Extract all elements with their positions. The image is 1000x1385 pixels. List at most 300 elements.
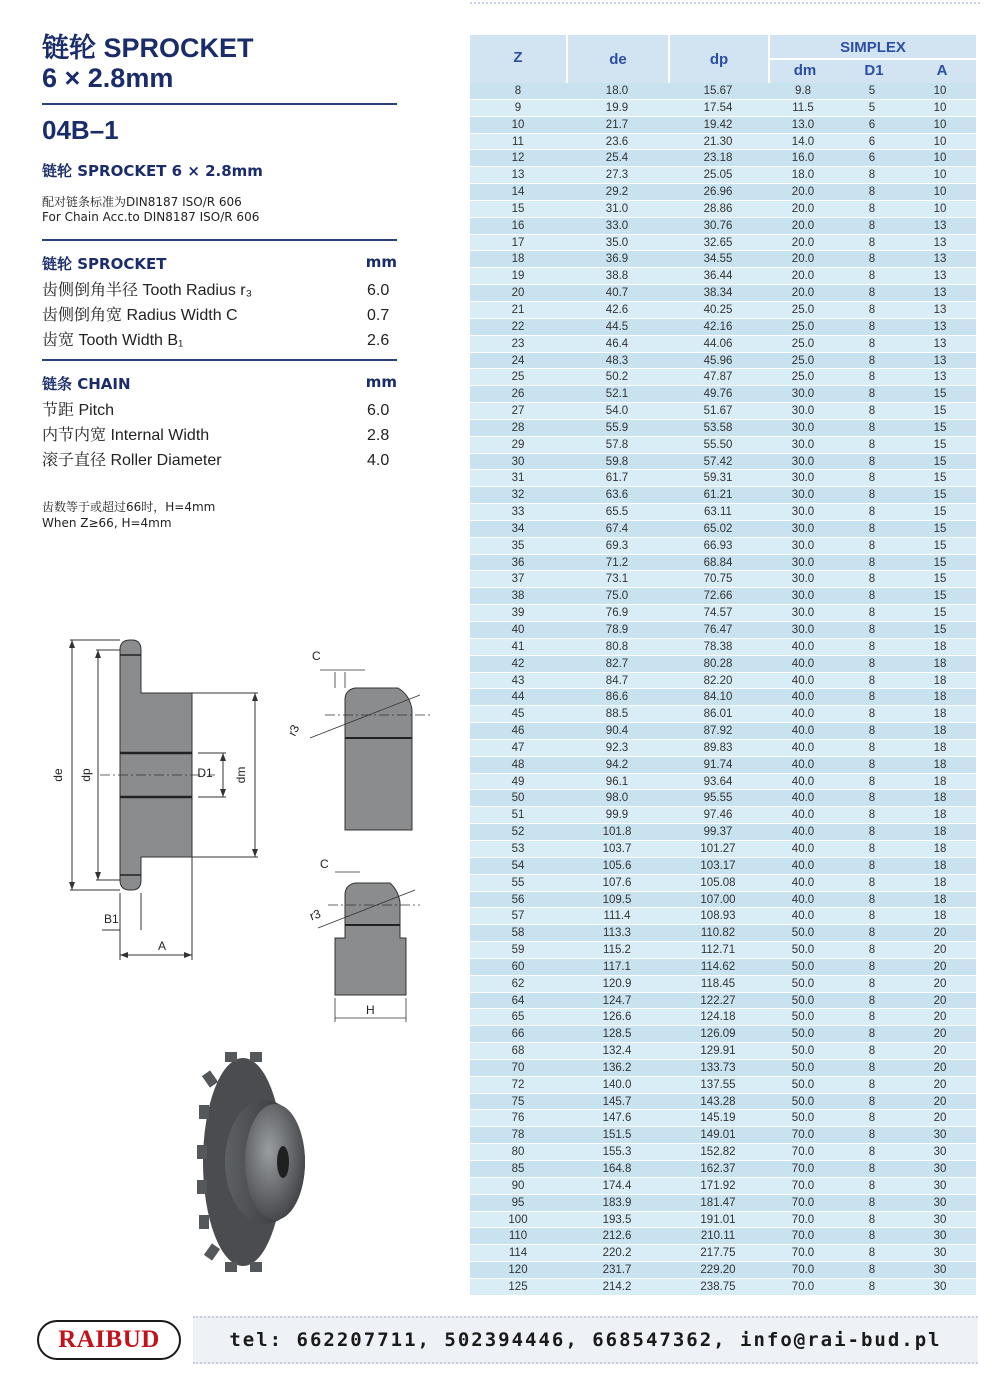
cell-z: 18 [511,253,525,266]
cell-dm: 30.0 [791,573,815,586]
cell-dp: 70.75 [703,573,733,586]
cell-dm: 40.0 [791,674,815,687]
cell-de: 220.2 [602,1247,632,1260]
cell-dm: 50.0 [791,994,815,1007]
cell-d1: 8 [868,1179,876,1192]
cell-de: 67.4 [605,522,629,535]
cell-de: 98.0 [605,792,629,805]
spec-label: 齿侧倒角半径 Tooth Radius r₃ [42,282,253,299]
cell-dm: 13.0 [791,118,815,131]
cell-dm: 70.0 [791,1179,815,1192]
cell-dm: 20.0 [791,219,815,232]
cell-d1: 8 [868,303,876,316]
cell-z: 36 [511,556,525,569]
cell-dp: 126.09 [700,1028,736,1041]
cell-d1: 8 [868,186,876,199]
cell-z: 48 [511,758,525,771]
cell-a: 13 [933,253,947,266]
spec-label: 齿侧倒角宽 Radius Width C [42,307,238,324]
cell-a: 30 [933,1196,947,1209]
table-row [470,353,976,370]
table-row [470,1026,976,1043]
cell-dp: 47.87 [703,371,733,384]
cell-de: 126.6 [602,1011,632,1024]
cell-dm: 30.0 [791,438,815,451]
cell-z: 52 [511,826,525,839]
cell-dp: 118.45 [700,977,736,990]
table-row [470,1228,976,1245]
cell-d1: 8 [868,1028,876,1041]
cell-a: 18 [933,725,947,738]
cell-a: 13 [933,371,947,384]
c-label: C [312,649,321,663]
cell-dp: 66.93 [703,539,733,552]
cell-z: 76 [511,1112,525,1125]
cell-d1: 8 [868,1078,876,1091]
cell-d1: 8 [868,1213,876,1226]
cell-a: 10 [933,85,947,97]
spec-row [42,278,397,303]
table-row [470,100,976,117]
cell-dp: 87.92 [703,725,733,738]
cell-dp: 217.75 [700,1247,736,1260]
cell-a: 20 [933,1112,947,1125]
cell-d1: 6 [868,135,876,148]
cell-de: 90.4 [605,725,629,738]
tooth-count-note [42,499,397,531]
cell-d1: 8 [868,640,876,653]
dimension-table [470,35,976,1295]
table-row [470,1144,976,1161]
cell-dm: 70.0 [791,1129,815,1142]
table-row [470,571,976,588]
cell-dp: 26.96 [703,186,733,199]
cell-z: 24 [511,354,525,367]
table-row [470,1009,976,1026]
cell-dp: 40.25 [703,303,733,316]
cell-a: 10 [933,186,947,199]
cell-dp: 149.01 [700,1129,736,1142]
cell-z: 41 [511,640,525,653]
cell-z: 25 [511,371,525,384]
cell-dm: 40.0 [791,792,815,805]
cell-dp: 95.55 [703,792,733,805]
table-row [470,1279,976,1296]
cell-de: 103.7 [602,842,632,855]
cell-a: 15 [933,590,947,603]
cell-a: 30 [933,1247,947,1260]
note-cn: 齿数等于或超过66时，H=4mm [42,500,216,514]
cell-d1: 8 [868,994,876,1007]
table-row [470,1077,976,1094]
cell-z: 44 [511,691,525,704]
header-z: Z [513,49,523,66]
b1-label: B1 [104,912,119,926]
cell-a: 20 [933,927,947,940]
cell-dp: 28.86 [703,202,733,215]
cell-de: 101.8 [602,826,632,839]
cell-dp: 162.37 [700,1163,736,1175]
cell-z: 60 [511,960,525,973]
cell-de: 128.5 [602,1028,632,1041]
cell-z: 50 [511,792,525,805]
cell-dm: 30.0 [791,522,815,535]
cell-de: 52.1 [605,388,629,401]
table-row [470,942,976,959]
c-label: C [320,857,329,871]
section-unit: mm [365,253,397,271]
table-row [470,858,976,875]
cell-de: 193.5 [602,1213,632,1226]
cell-d1: 8 [868,573,876,586]
cell-d1: 8 [868,1196,876,1209]
cell-z: 114 [508,1247,528,1260]
cell-z: 37 [511,573,525,586]
table-row [470,235,976,252]
cell-dp: 171.92 [700,1179,736,1192]
cell-a: 10 [933,135,947,148]
table-row [470,1262,976,1279]
cell-a: 15 [933,455,947,468]
cell-d1: 5 [868,85,876,97]
cell-de: 57.8 [605,438,629,451]
cell-dm: 50.0 [791,1112,815,1125]
cell-a: 15 [933,573,947,586]
table-row [470,285,976,302]
cell-dm: 16.0 [791,152,815,165]
cell-z: 40 [511,624,525,636]
spec-value: 4.0 [367,452,390,469]
contact-info: tel: 662207711, 502394446, 668547362, info@rai-bud.pl [229,1329,942,1351]
cell-d1: 8 [868,876,876,889]
cell-dm: 40.0 [791,640,815,653]
cell-de: 92.3 [605,741,629,754]
cell-dp: 53.58 [703,421,733,434]
cell-a: 18 [933,775,947,788]
cell-a: 13 [933,303,947,316]
spec-row [42,328,397,353]
cell-a: 18 [933,640,947,653]
cell-d1: 8 [868,388,876,401]
cell-a: 18 [933,657,947,670]
cell-dp: 103.17 [700,859,736,872]
spec-value: 2.6 [367,332,390,349]
cell-dp: 210.11 [700,1230,736,1243]
cell-d1: 6 [868,152,876,165]
cell-d1: 8 [868,725,876,738]
cell-de: 27.3 [605,169,629,182]
cell-dp: 107.00 [700,893,736,906]
cell-de: 94.2 [605,758,629,771]
table-row [470,892,976,909]
header-dp: dp [709,51,729,68]
cell-dm: 30.0 [791,405,815,418]
cell-de: 109.5 [602,893,632,906]
cell-dm: 30.0 [791,472,815,485]
cell-dm: 70.0 [791,1247,815,1260]
cell-d1: 8 [868,624,876,636]
cell-dp: 89.83 [703,741,733,754]
table-row [470,807,976,824]
cell-z: 54 [511,859,525,872]
cell-z: 23 [511,337,525,350]
table-row [470,437,976,454]
cell-z: 34 [511,522,525,535]
chain-section-heading [42,373,397,394]
cell-de: 117.1 [603,960,631,973]
cell-d1: 8 [868,607,876,620]
cell-dm: 40.0 [791,725,815,738]
cell-a: 30 [933,1264,947,1277]
cell-d1: 8 [868,1129,876,1142]
tooth-profile-drawing [280,640,440,840]
cell-a: 15 [933,624,947,636]
table-row [470,993,976,1010]
cell-de: 55.9 [605,421,629,434]
cell-dp: 32.65 [703,236,733,249]
cell-dm: 50.0 [791,1061,815,1074]
table-row [470,420,976,437]
cell-dp: 34.55 [703,253,733,266]
table-row [470,1043,976,1060]
cell-dp: 72.66 [703,590,733,603]
table-row [470,959,976,976]
cell-z: 42 [511,657,525,670]
cell-z: 32 [511,489,525,502]
cell-d1: 8 [868,1247,876,1260]
cell-dp: 101.27 [700,842,736,855]
spec-row [42,398,397,423]
cell-dp: 57.42 [703,455,733,468]
cell-de: 107.6 [602,876,632,889]
cell-z: 39 [511,607,525,620]
cell-z: 38 [511,590,525,603]
divider [42,239,397,241]
cell-de: 155.3 [602,1146,632,1159]
cell-dm: 25.0 [791,303,815,316]
cell-dm: 70.0 [791,1146,815,1159]
cell-a: 20 [933,1028,947,1041]
divider [42,103,397,105]
cell-dp: 19.42 [703,118,733,131]
cell-z: 90 [511,1179,525,1192]
cell-de: 82.7 [605,657,629,670]
table-row [470,167,976,184]
cell-z: 43 [511,674,525,687]
cell-de: 132.4 [602,1045,632,1058]
a-label: A [158,939,167,953]
cell-dp: 49.76 [703,388,733,401]
cell-de: 96.1 [605,775,629,788]
cell-dm: 40.0 [791,775,815,788]
table-row [470,336,976,353]
sprocket-product-image [195,1050,315,1275]
cell-de: 35.0 [605,236,629,249]
cell-dm: 40.0 [791,691,815,704]
cell-z: 30 [511,455,525,468]
cell-d1: 8 [868,893,876,906]
logo-text: RAIBUD [58,1326,160,1353]
table-row [470,201,976,218]
cell-dm: 70.0 [791,1213,815,1226]
raibud-logo [37,1320,181,1360]
sprocket-section-drawing [40,625,280,970]
cell-dm: 30.0 [791,421,815,434]
table-row [470,555,976,572]
spec-label: 节距 Pitch [42,402,115,419]
cell-dm: 20.0 [791,202,815,215]
cell-z: 26 [511,388,525,401]
sprocket-section-heading [42,253,397,274]
table-row [470,319,976,336]
cell-a: 30 [933,1179,947,1192]
cell-d1: 8 [868,590,876,603]
cell-d1: 8 [868,1230,876,1243]
cell-dp: 129.91 [700,1045,736,1058]
footer [0,1312,1000,1372]
cell-a: 15 [933,405,947,418]
cell-d1: 8 [868,236,876,249]
cell-z: 110 [508,1230,528,1243]
cell-dp: 97.46 [703,809,733,822]
cell-z: 95 [511,1196,525,1209]
cell-de: 73.1 [605,573,629,586]
cell-dp: 112.71 [700,944,736,957]
table-row [470,1245,976,1262]
table-row [470,774,976,791]
cell-de: 136.2 [602,1061,632,1074]
cell-a: 18 [933,792,947,805]
cell-de: 21.7 [605,118,629,131]
table-row [470,875,976,892]
cell-z: 68 [511,1045,525,1058]
cell-a: 10 [933,101,947,114]
cell-d1: 8 [868,1011,876,1024]
table-row [470,470,976,487]
cell-z: 15 [511,202,525,215]
cell-de: 69.3 [605,539,629,552]
cell-a: 15 [933,522,947,535]
cell-z: 120 [508,1264,528,1277]
cell-z: 72 [511,1078,525,1091]
table-row [470,218,976,235]
cell-dm: 30.0 [791,624,815,636]
cell-d1: 8 [868,1112,876,1125]
spec-label: 滚子直径 Roller Diameter [42,452,222,469]
cell-d1: 8 [868,842,876,855]
cell-z: 57 [511,910,525,923]
cell-z: 58 [511,927,525,940]
table-row [470,83,976,100]
cell-a: 20 [933,1095,947,1108]
cell-d1: 8 [868,405,876,418]
table-row [470,689,976,706]
cell-dm: 50.0 [791,927,815,940]
cell-dm: 30.0 [791,539,815,552]
cell-d1: 8 [868,657,876,670]
cell-d1: 8 [868,219,876,232]
cell-d1: 8 [868,691,876,704]
cell-d1: 6 [868,118,876,131]
table-row [470,757,976,774]
cell-dp: 78.38 [703,640,733,653]
cell-dm: 30.0 [791,607,815,620]
cell-z: 59 [511,944,525,957]
cell-de: 36.9 [605,253,629,266]
cell-de: 61.7 [605,472,629,485]
spec-value: 6.0 [367,402,390,419]
de-label: de [51,768,65,782]
cell-dm: 20.0 [791,236,815,249]
cell-z: 65 [511,1011,525,1024]
cell-de: 31.0 [605,202,629,215]
tooth-profile-h-drawing [300,850,430,1030]
cell-d1: 8 [868,489,876,502]
sprocket-spec-list [42,278,397,353]
cell-a: 18 [933,758,947,771]
cell-dp: 122.27 [700,994,736,1007]
cell-a: 30 [933,1213,947,1226]
cell-dm: 40.0 [791,842,815,855]
table-row [470,790,976,807]
cell-d1: 8 [868,792,876,805]
table-row [470,251,976,268]
table-row [470,925,976,942]
cell-dp: 99.37 [703,826,733,839]
cell-a: 30 [933,1129,947,1142]
chain-standard [42,195,397,225]
spec-value: 6.0 [367,282,390,299]
cell-z: 29 [511,438,525,451]
cell-z: 16 [511,219,525,232]
cell-dm: 20.0 [791,186,815,199]
h-label: H [366,1003,375,1017]
cell-z: 11 [512,135,524,148]
cell-a: 18 [933,910,947,923]
cell-z: 51 [511,809,525,822]
cell-d1: 8 [868,809,876,822]
cell-dm: 70.0 [791,1196,815,1209]
cell-dp: 91.74 [703,758,733,771]
cell-dp: 181.47 [700,1196,736,1209]
cell-z: 49 [511,775,525,788]
cell-z: 80 [511,1146,525,1159]
cell-d1: 8 [868,202,876,215]
cell-dp: 124.18 [700,1011,736,1024]
cell-de: 18.0 [605,85,629,97]
cell-de: 25.4 [605,152,629,165]
cell-de: 86.6 [605,691,629,704]
cell-de: 151.5 [602,1129,632,1142]
cell-dp: 30.76 [703,219,733,232]
cell-d1: 8 [868,758,876,771]
cell-d1: 8 [868,169,876,182]
cell-dp: 110.82 [700,927,736,940]
cell-a: 18 [933,691,947,704]
table-row [470,150,976,167]
cell-d1: 8 [868,859,876,872]
table-row [470,487,976,504]
header-de: de [609,51,627,68]
cell-d1: 8 [868,287,876,300]
cell-dm: 40.0 [791,809,815,822]
cell-z: 33 [511,506,525,519]
cell-de: 174.4 [602,1179,632,1192]
cell-dm: 40.0 [791,876,815,889]
cell-a: 30 [933,1146,947,1159]
cell-dm: 70.0 [791,1280,815,1293]
cell-a: 18 [933,708,947,721]
